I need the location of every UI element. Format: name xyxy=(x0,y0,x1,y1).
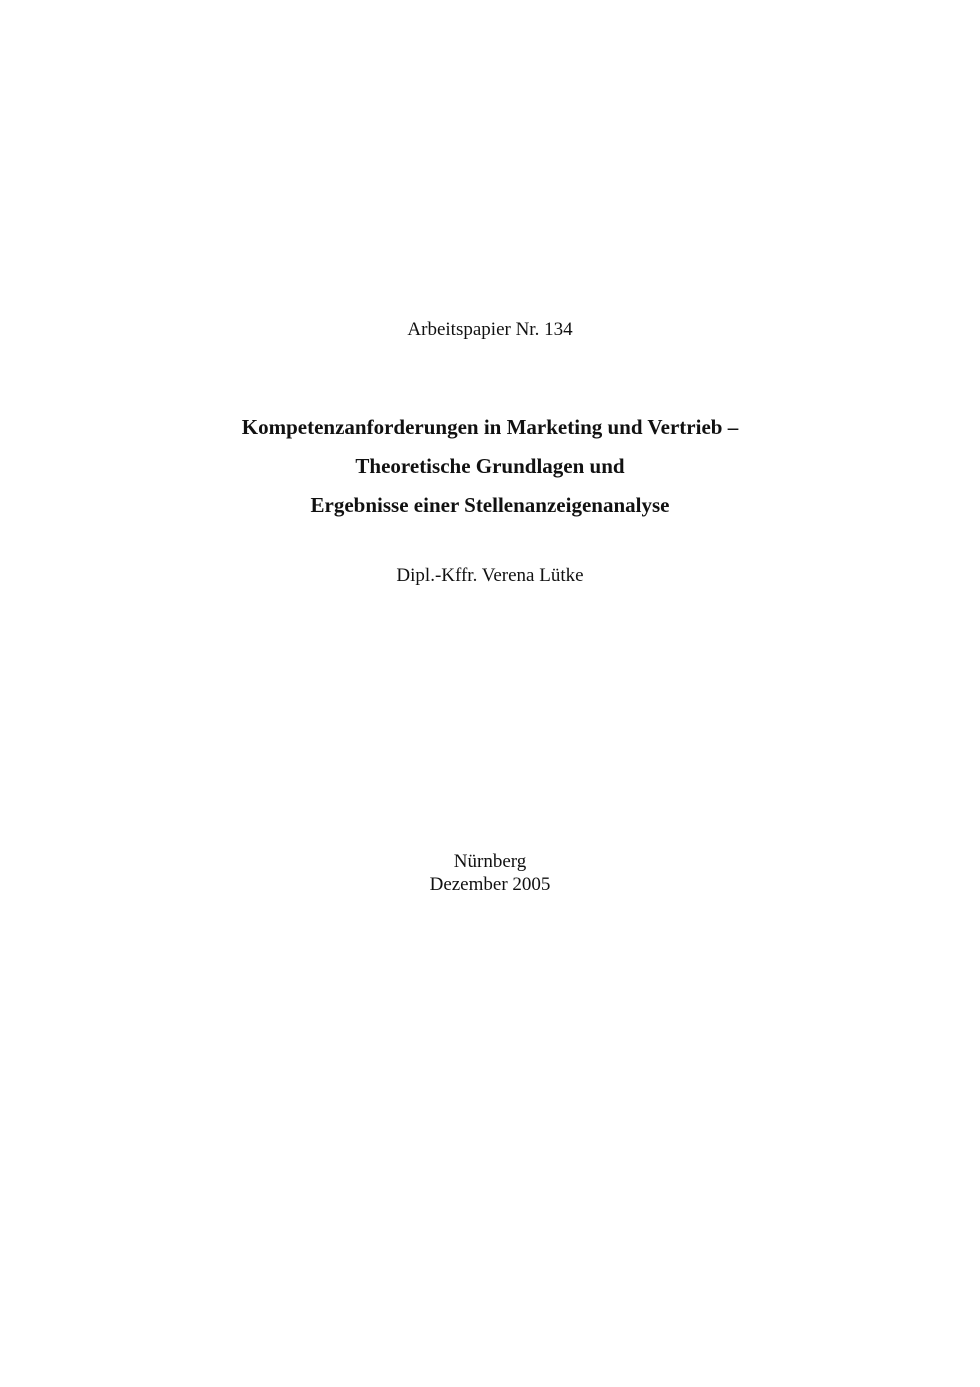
title-line: Ergebnisse einer Stellenanzeigenanalyse xyxy=(310,493,670,517)
title-line: Kompetenzanforderungen in Marketing und Vertrieb – xyxy=(241,415,739,439)
publication-place: Nürnberg xyxy=(453,851,527,872)
series-number: Arbeitspapier Nr. 134 xyxy=(407,319,573,340)
place-date-block xyxy=(0,850,980,896)
author-name: Dipl.-Kffr. Verena Lütke xyxy=(396,565,584,586)
title-line: Theoretische Grundlagen und xyxy=(355,454,625,478)
document-title xyxy=(0,408,980,525)
publication-date: Dezember 2005 xyxy=(429,874,551,895)
